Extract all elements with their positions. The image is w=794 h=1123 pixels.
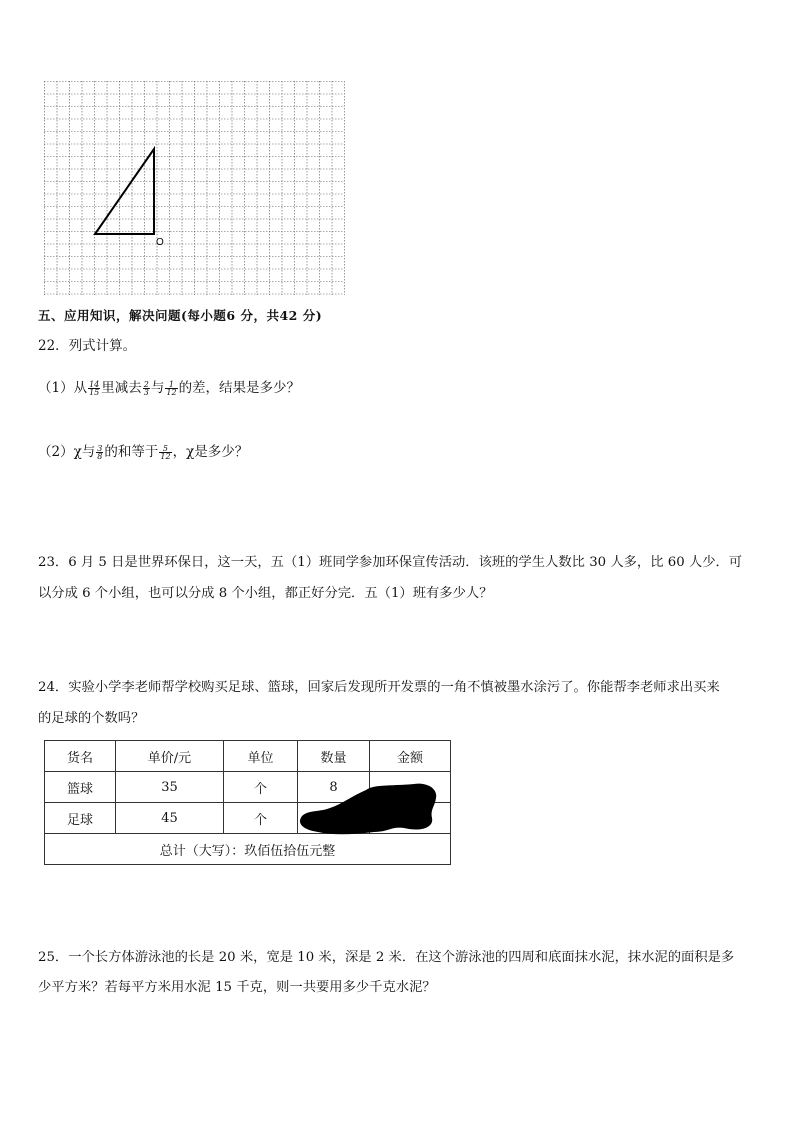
section-title: 五、应用知识，解决问题(每小题6 分，共42 分): [38, 308, 323, 323]
fraction-14-15: $\frac{14}{15}$: [89, 380, 100, 397]
q22-part1-mid1: 里减去: [101, 380, 142, 396]
fraction-2-3: $\frac{2}{3}$: [143, 380, 149, 397]
chi-symbol-2: χ: [186, 444, 195, 460]
cell-unit-price: 35: [116, 772, 224, 803]
right-triangle: [95, 149, 154, 234]
q23-line1: 23．6 月 5 日是世界环保日，这一天，五（1）班同学参加环保宣传活动．该班的学生人数比 30 人多，比 60 人少．可: [38, 555, 743, 570]
q22-part2-prefix: （2）: [38, 444, 74, 460]
fraction-1-12: $\frac{1}{12}$: [166, 380, 177, 397]
cell-goods: 足球: [45, 803, 116, 834]
q25-line1: 25．一个长方体游泳池的长是 20 米，宽是 10 米，深是 2 米．在这个游泳池的四周和底面抹水泥，抹水泥的面积是多: [38, 950, 735, 965]
q22-heading: 22．列式计算。: [38, 338, 137, 354]
header-cell-unit-price: 单价/元: [116, 741, 224, 772]
q22-part1-mid2: 与: [150, 380, 165, 396]
header-cell-goods: 货名: [45, 741, 116, 772]
grid-figure: [44, 81, 346, 297]
header-cell-quantity: 数量: [298, 741, 370, 772]
q24-line2: 的足球的个数吗？: [38, 711, 145, 726]
fraction-5-12: $\frac{5}{12}$: [160, 444, 171, 461]
q22-part2-mid1: 与: [81, 444, 96, 460]
cell-unit: 个: [224, 803, 298, 834]
q22-part2-suffix: 是多少？: [194, 444, 249, 460]
q22-part2-mid2: 的和等于: [104, 444, 159, 460]
ink-blot: [296, 780, 442, 836]
q22-part1-suffix: 的差，结果是多少？: [178, 380, 301, 396]
cell-unit-price: 45: [116, 803, 224, 834]
grid-lines: [44, 81, 345, 295]
cell-unit: 个: [224, 772, 298, 803]
chi-symbol: χ: [73, 444, 82, 460]
q22-part1: [38, 376, 300, 396]
header-cell-unit: 单位: [224, 741, 298, 772]
cell-quantity: 8: [298, 772, 370, 803]
q24-line1: 24．实验小学李老师帮学校购买足球、篮球，回家后发现所开发票的一角不慎被墨水涂污了。你能帮李老师求出买来: [38, 680, 720, 695]
q22-part2: [38, 440, 248, 460]
total-cell: 总计（大写）：玖佰伍拾伍元整: [45, 834, 451, 865]
fraction-3-8: $\frac{3}{8}$: [97, 444, 103, 461]
cell-goods: 篮球: [45, 772, 116, 803]
q25-line2: 少平方米？若每平方米用水泥 15 千克，则一共要用多少千克水泥？: [38, 980, 436, 995]
q23-line2: 以分成 6 个小组，也可以分成 8 个小组，都正好分完．五（1）班有多少人？: [38, 586, 493, 601]
point-o-label: O: [156, 237, 164, 248]
header-cell-amount: 金额: [370, 741, 451, 772]
q22-part1-prefix: （1）从: [38, 380, 88, 396]
table-header-row: [45, 741, 451, 772]
q22-part2-mid3: ，: [172, 444, 187, 460]
table-total-row: [45, 834, 451, 865]
